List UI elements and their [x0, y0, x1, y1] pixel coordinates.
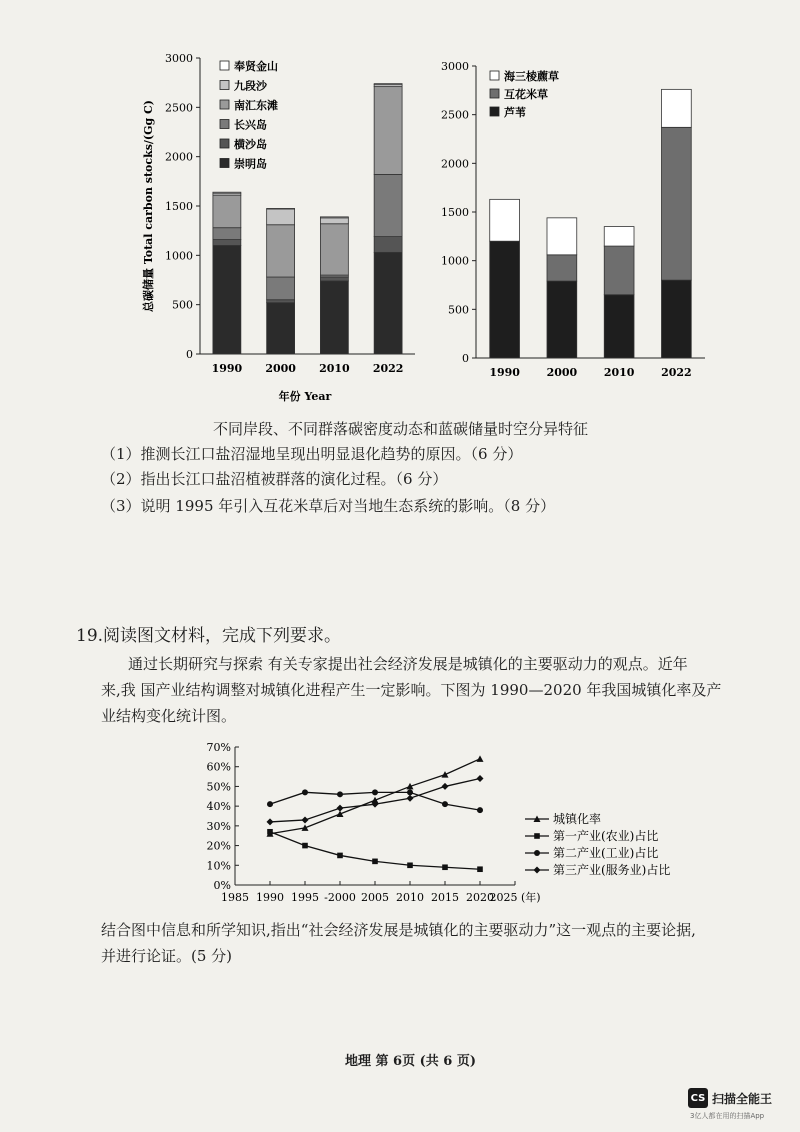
data-point — [442, 771, 449, 778]
data-point — [442, 864, 448, 870]
bar-segment — [320, 218, 348, 224]
data-point — [302, 824, 309, 831]
data-point — [477, 775, 484, 782]
series-line — [270, 759, 480, 834]
question-19-title: 19.阅读图文材料，完成下列要求。 — [76, 626, 342, 646]
y-tick-label: 2000 — [441, 157, 469, 171]
legend-label: 海三棱藨草 — [504, 70, 559, 83]
bar-segment — [320, 217, 348, 218]
carbon-by-community-chart — [430, 50, 720, 390]
legend-swatch — [490, 107, 499, 116]
x-tick-label: 2010 — [603, 366, 635, 379]
data-point — [337, 791, 343, 797]
y-tick-label: 2500 — [441, 108, 469, 122]
carbon-by-region-chart — [130, 40, 430, 410]
y-tick-label: 2000 — [165, 150, 193, 164]
question-3: （3）说明 1995 年引入互花米草后对当地生态系统的影响。（8 分） — [101, 497, 556, 515]
x-tick-label: 1990 — [489, 366, 520, 379]
scanner-app-slogan: 3亿人都在用的扫描App — [690, 1112, 765, 1120]
data-point — [442, 801, 448, 807]
x-axis-title: 年份 Year — [278, 390, 332, 403]
data-point — [407, 795, 414, 802]
urbanization-industry-chart — [195, 735, 715, 915]
data-point — [267, 801, 273, 807]
y-tick-label: 2500 — [165, 101, 193, 115]
x-tick-label: -2000 — [324, 891, 356, 904]
x-tick-label: 2000 — [546, 366, 578, 379]
bar-segment — [374, 84, 402, 85]
bar-segment — [267, 225, 295, 277]
legend-label: 九段沙 — [234, 79, 267, 93]
figure-caption: 不同岸段、不同群落碳密度动态和蓝碳储量时空分异特征 — [213, 420, 589, 438]
q19-paragraph-line-2: 来,我 国产业结构调整对城镇化进程产生一定影响。下图为 1990—2020 年我国城镇化率及产 — [101, 681, 722, 699]
bar-segment — [267, 303, 295, 354]
page-footer: 地理 第 6页 (共 6 页) — [345, 1054, 477, 1069]
y-tick-label: 50% — [206, 780, 231, 794]
camscanner-logo-icon: CS — [688, 1088, 708, 1108]
x-tick-label: 2022 — [661, 366, 692, 379]
x-tick-label: 2010 — [396, 891, 424, 904]
x-tick-label: 2020 — [466, 891, 494, 904]
y-tick-label: 3000 — [165, 52, 193, 65]
y-axis-title: 总碳储量 Total carbon stocks/(Gg C) — [142, 99, 155, 313]
q19-task-line-1: 结合图中信息和所学知识,指出“社会经济发展是城镇化的主要驱动力”这一观点的主要论据, — [101, 921, 696, 939]
data-point — [407, 789, 413, 795]
y-tick-label: 3000 — [441, 60, 469, 73]
bar-segment — [213, 228, 241, 240]
legend-label: 第二产业(工业)占比 — [553, 846, 659, 860]
data-point — [337, 805, 344, 812]
y-tick-label: 0 — [462, 352, 469, 365]
legend-label: 第一产业(农业)占比 — [553, 829, 659, 843]
data-point — [302, 843, 308, 849]
bar-segment — [547, 281, 577, 358]
data-point — [337, 853, 343, 859]
x-tick-label: 1985 — [221, 891, 249, 904]
scanner-watermark — [688, 1088, 772, 1108]
bar-segment — [490, 241, 520, 358]
y-tick-label: 1500 — [165, 200, 193, 213]
bar-segment — [374, 252, 402, 354]
question-2: （2）指出长江口盐沼植被群落的演化过程。（6 分） — [101, 470, 448, 488]
data-point — [442, 783, 449, 790]
scanner-app-name: 扫描全能王 — [712, 1091, 773, 1106]
data-point — [407, 862, 413, 868]
x-tick-label: 2000 — [265, 362, 296, 375]
data-point — [477, 755, 484, 762]
y-tick-label: 20% — [206, 839, 231, 853]
bar-segment — [213, 192, 241, 193]
y-tick-label: 30% — [206, 819, 231, 833]
q19-paragraph-line-3: 业结构变化统计图。 — [101, 707, 237, 725]
legend-label: 长兴岛 — [234, 118, 267, 132]
y-tick-label: 10% — [206, 859, 231, 873]
bar-segment — [267, 209, 295, 225]
question-1: （1）推测长江口盐沼湿地呈现出明显退化趋势的原因。（6 分） — [101, 445, 523, 463]
x-tick-label: 1995 — [291, 891, 319, 904]
y-tick-label: 40% — [206, 800, 231, 814]
bar-segment — [604, 295, 634, 358]
legend-swatch — [490, 71, 499, 80]
bar-segment — [604, 227, 634, 246]
bar-segment — [213, 245, 241, 354]
bar-segment — [661, 280, 691, 358]
legend-swatch — [490, 89, 499, 98]
x-tick-label: 2015 — [431, 891, 459, 904]
bar-segment — [320, 224, 348, 275]
data-point — [372, 859, 378, 865]
legend-swatch — [220, 81, 229, 90]
y-tick-label: 0% — [213, 879, 231, 892]
bar-segment — [374, 87, 402, 175]
x-tick-label: 2025 (年) — [489, 891, 541, 904]
y-tick-label: 1000 — [441, 254, 469, 268]
legend-label: 城镇化率 — [553, 812, 602, 826]
legend-label: 第三产业(服务业)占比 — [553, 863, 671, 877]
legend-label: 横沙岛 — [234, 138, 267, 151]
data-point — [534, 833, 540, 839]
q19-paragraph-line-1: 通过长期研究与探索 有关专家提出社会经济发展是城镇化的主要驱动力的观点。近年 — [128, 655, 688, 673]
data-point — [302, 789, 308, 795]
data-point — [267, 829, 273, 835]
legend-swatch — [220, 61, 229, 70]
bar-segment — [604, 246, 634, 295]
legend-label: 互花米草 — [504, 88, 548, 101]
bar-segment — [374, 237, 402, 253]
legend-swatch — [220, 120, 229, 129]
bar-segment — [490, 199, 520, 241]
bar-segment — [213, 240, 241, 246]
data-point — [534, 850, 540, 856]
bar-segment — [267, 277, 295, 300]
bar-segment — [320, 281, 348, 354]
data-point — [534, 867, 541, 874]
bar-segment — [213, 195, 241, 228]
bar-segment — [374, 174, 402, 236]
x-tick-label: 2022 — [372, 362, 404, 375]
y-tick-label: 500 — [172, 298, 193, 312]
legend-swatch — [220, 139, 229, 148]
data-point — [477, 807, 483, 813]
y-tick-label: 70% — [206, 741, 231, 754]
x-tick-label: 1990 — [211, 362, 243, 375]
bar-segment — [547, 218, 577, 255]
y-tick-label: 60% — [206, 760, 231, 774]
y-tick-label: 1000 — [165, 249, 193, 263]
y-tick-label: 500 — [448, 303, 469, 317]
legend-label: 崇明岛 — [234, 157, 267, 171]
data-point — [477, 866, 483, 872]
x-tick-label: 1990 — [256, 891, 284, 904]
data-point — [302, 816, 309, 823]
bar-segment — [547, 255, 577, 281]
y-tick-label: 1500 — [441, 206, 469, 219]
data-point — [372, 789, 378, 795]
legend-label: 南汇东滩 — [234, 99, 278, 112]
bar-segment — [320, 277, 348, 281]
bar-segment — [267, 300, 295, 303]
legend-swatch — [220, 100, 229, 109]
q19-task-line-2: 并进行论证。(5 分) — [101, 947, 233, 965]
x-tick-label: 2010 — [319, 362, 350, 375]
legend-label: 芦苇 — [504, 106, 526, 119]
data-point — [267, 818, 274, 825]
y-tick-label: 0 — [186, 348, 193, 361]
bar-segment — [661, 89, 691, 127]
legend-swatch — [220, 159, 229, 168]
x-tick-label: 2005 — [361, 891, 389, 904]
bar-segment — [661, 127, 691, 280]
legend-label: 奉贤金山 — [234, 60, 278, 73]
